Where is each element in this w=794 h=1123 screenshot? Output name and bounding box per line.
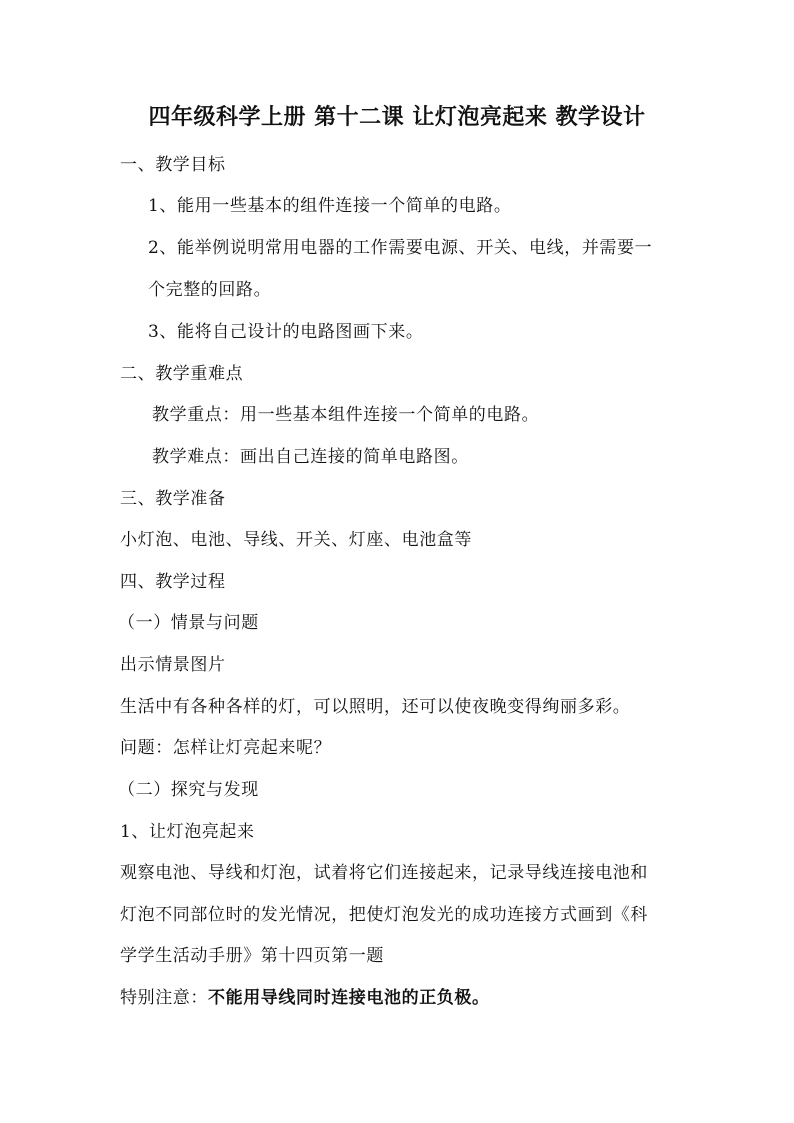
objective-1: 1、能用一些基本的组件连接一个简单的电路。 xyxy=(148,196,512,216)
subsection-2-heading: （二）探究与发现 xyxy=(118,780,259,800)
subsection-1-heading: （一）情景与问题 xyxy=(118,613,259,633)
activity-1-heading: 1、让灯泡亮起来 xyxy=(120,822,255,842)
note-text: 不能用导线同时连接电池的正负极。 xyxy=(208,988,490,1008)
preparation-items: 小灯泡、电池、导线、开关、灯座、电池盒等 xyxy=(120,530,472,550)
objective-2-line-2: 个完整的回路。 xyxy=(148,280,272,300)
note-label: 特别注意： xyxy=(120,988,208,1008)
activity-text-line-1: 观察电池、导线和灯泡，试着将它们连接起来，记录导线连接电池和 xyxy=(120,863,648,883)
scene-text: 生活中有各种各样的灯，可以照明，还可以使夜晚变得绚丽多彩。 xyxy=(120,697,631,717)
activity-text-line-2: 灯泡不同部位时的发光情况，把使灯泡发光的成功连接方式画到《科 xyxy=(120,905,648,925)
show-pictures: 出示情景图片 xyxy=(120,655,226,675)
preparation-heading: 三、教学准备 xyxy=(120,489,226,509)
process-heading: 四、教学过程 xyxy=(120,572,226,592)
difficult-point: 教学难点：画出自己连接的简单电路图。 xyxy=(152,447,469,467)
key-point: 教学重点：用一些基本组件连接一个简单的电路。 xyxy=(152,405,540,425)
key-points-heading: 二、教学重难点 xyxy=(120,364,244,384)
objectives-heading: 一、教学目标 xyxy=(120,155,226,175)
objective-3: 3、能将自己设计的电路图画下来。 xyxy=(148,322,424,342)
objective-2-line-1: 2、能举例说明常用电器的工作需要电源、开关、电线，并需要一 xyxy=(148,238,653,258)
note-line xyxy=(120,983,490,1008)
question: 问题：怎样让灯亮起来呢？ xyxy=(120,738,332,758)
activity-text-line-3: 学学生活动手册》第十四页第一题 xyxy=(120,946,384,966)
document-title: 四年级科学上册 第十二课 让灯泡亮起来 教学设计 xyxy=(148,104,646,130)
